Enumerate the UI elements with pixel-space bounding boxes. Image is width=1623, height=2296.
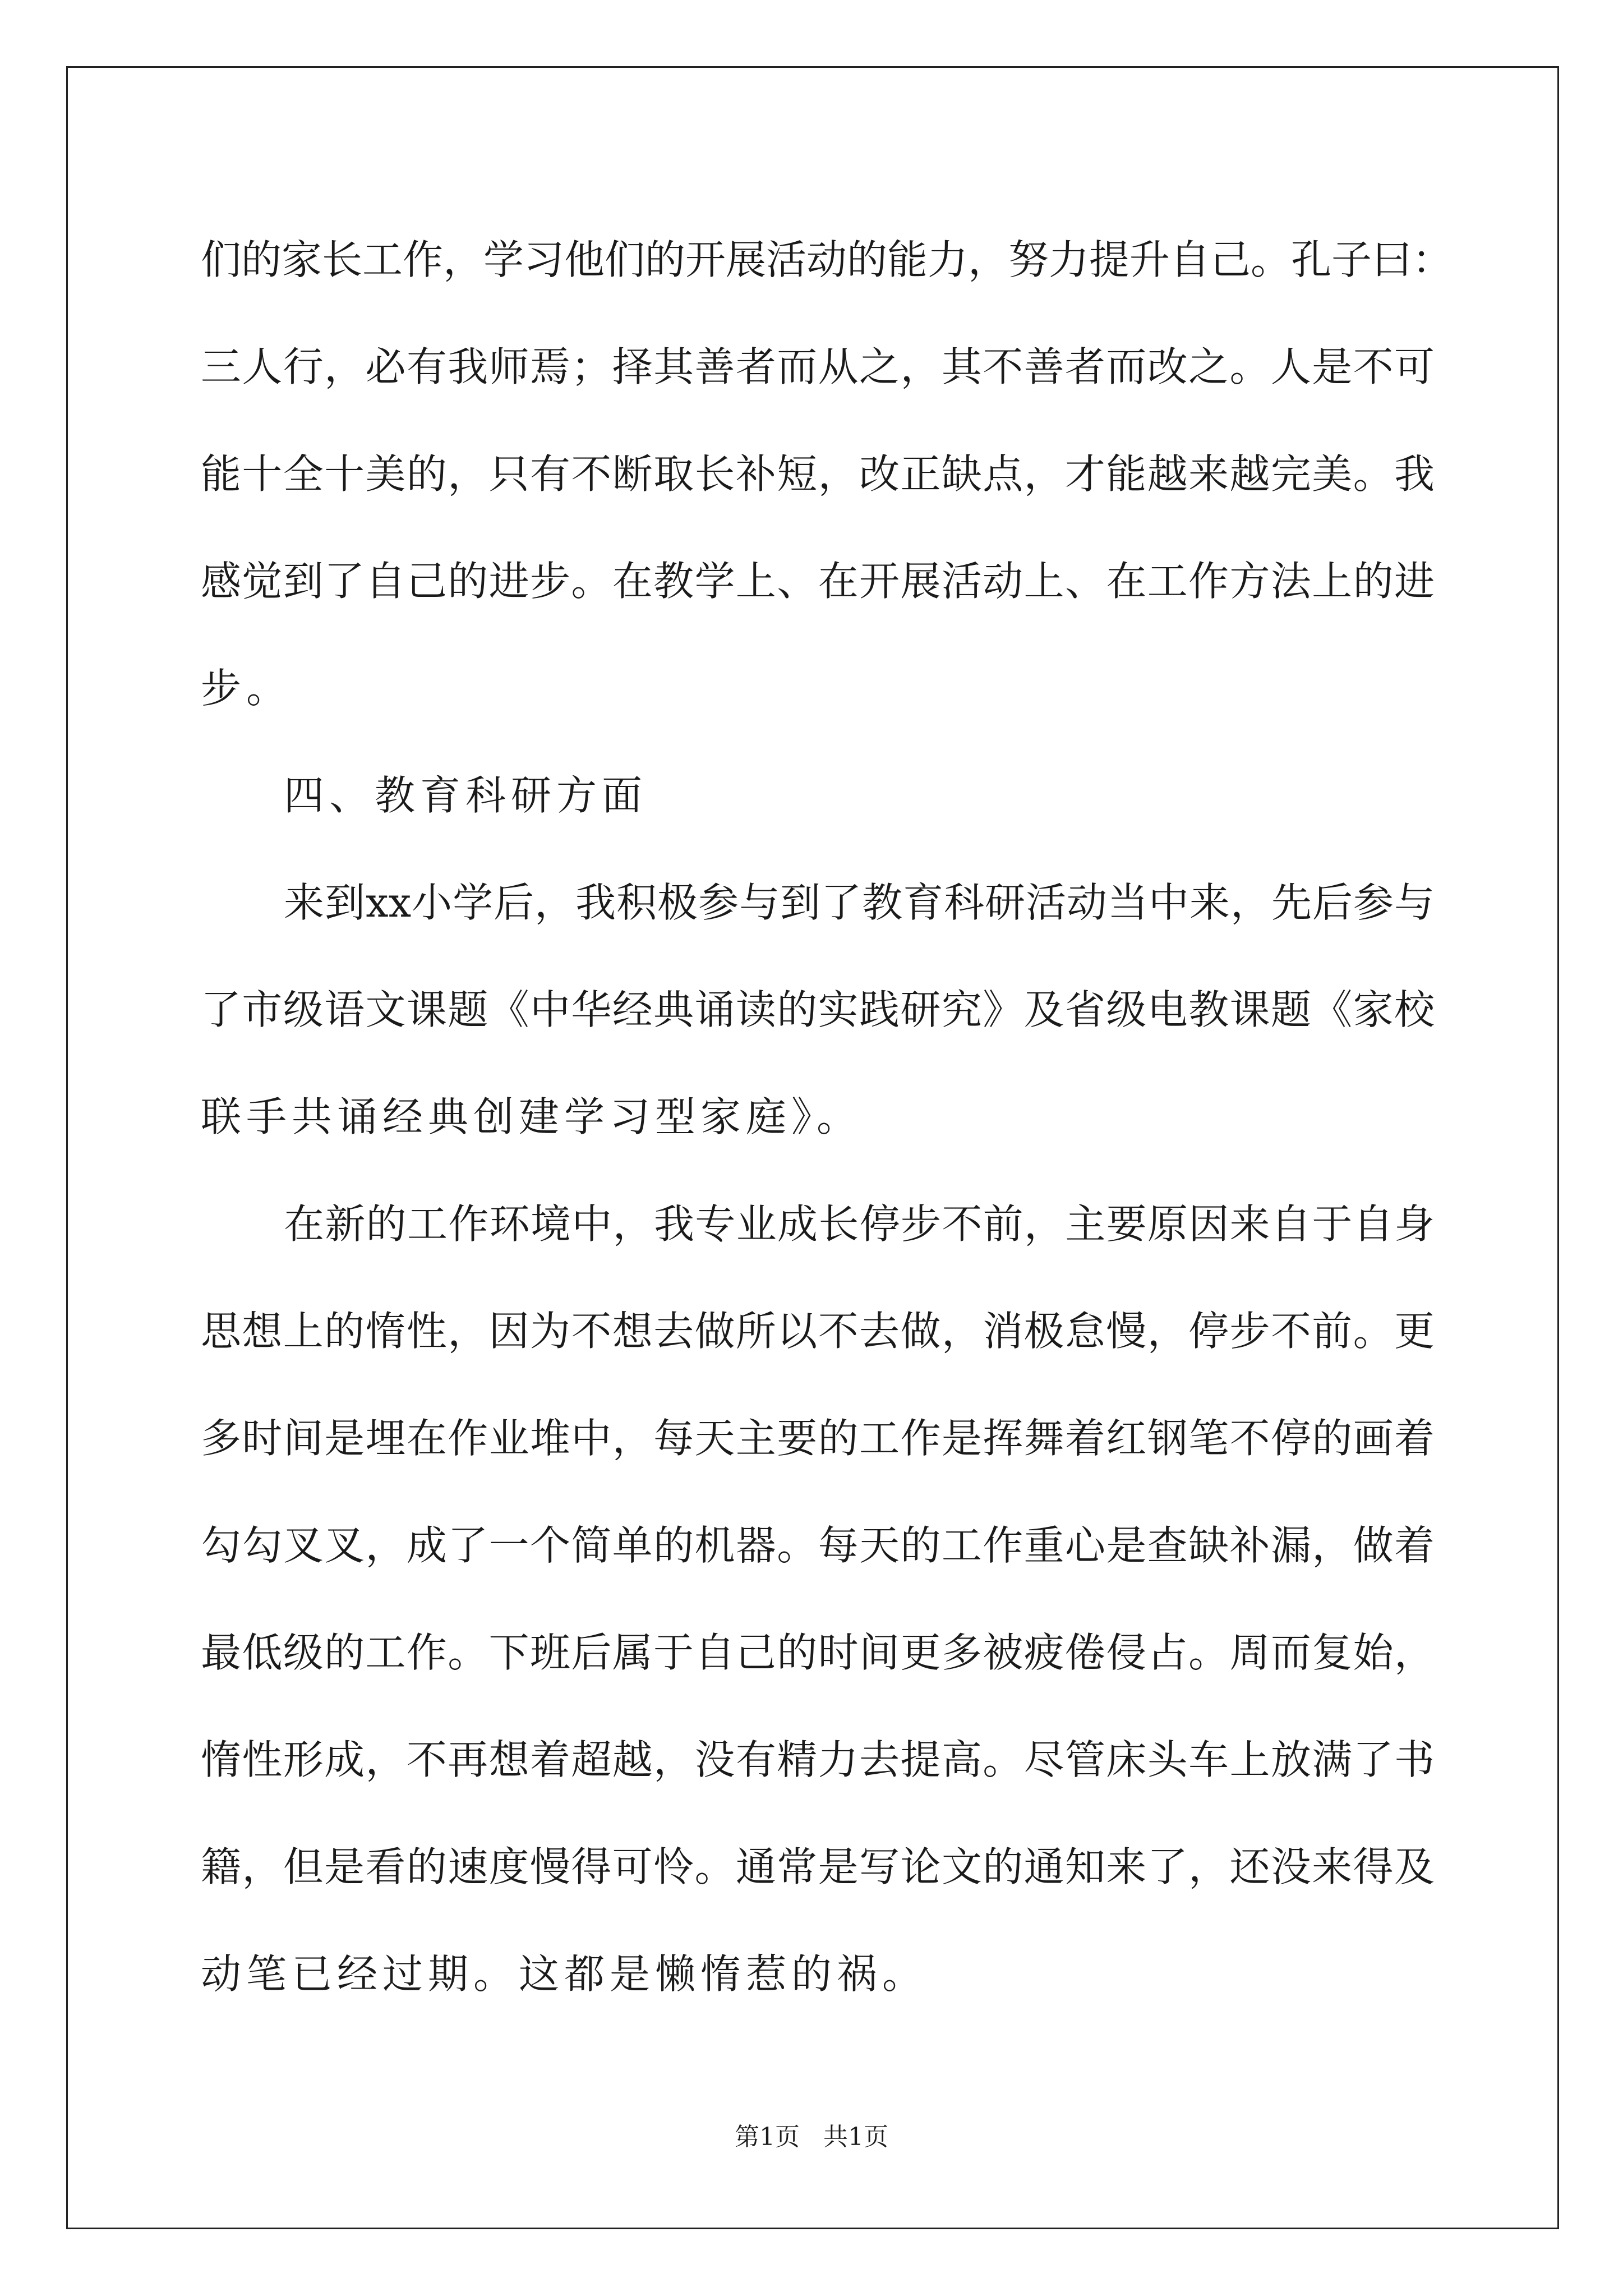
paragraph-line: 多时间是埋在作业堆中，每天主要的工作是挥舞着红钢笔不停的画着 bbox=[201, 1415, 1435, 1462]
paragraph-line: 来到xx小学后，我积极参与到了教育科研活动当中来，先后参与 bbox=[284, 879, 1435, 926]
paragraph-line: 能十全十美的，只有不断取长补短，改正缺点，才能越来越完美。我 bbox=[201, 450, 1435, 498]
paragraph-line: 在新的工作环境中，我专业成长停步不前，主要原因来自于自身 bbox=[284, 1200, 1435, 1248]
paragraph-line: 勾勾叉叉，成了一个简单的机器。每天的工作重心是查缺补漏，做着 bbox=[201, 1522, 1435, 1569]
paragraph-line: 们的家长工作，学习他们的开展活动的能力，努力提升自己。孔子曰： bbox=[201, 236, 1453, 283]
page-footer: 第1页 共1页 bbox=[735, 2123, 888, 2151]
document-body bbox=[201, 206, 1453, 2028]
paragraph-line: 步。 bbox=[201, 665, 292, 712]
paragraph-line: 联手共诵经典创建学习型家庭》。 bbox=[201, 1093, 863, 1140]
paragraph-line: 籍，但是看的速度慢得可怜。通常是写论文的通知来了，还没来得及 bbox=[201, 1843, 1435, 1890]
paragraph-line: 三人行，必有我师焉；择其善者而从之，其不善者而改之。人是不可 bbox=[201, 343, 1435, 390]
paragraph-line: 感觉到了自己的进步。在教学上、在开展活动上、在工作方法上的进 bbox=[201, 558, 1435, 605]
paragraph-line: 动笔已经过期。这都是懒惰惹的祸。 bbox=[201, 1950, 928, 1998]
paragraph-line: 最低级的工作。下班后属于自己的时间更多被疲倦侵占。周而复始， bbox=[201, 1629, 1435, 1676]
paragraph-line: 思想上的惰性，因为不想去做所以不去做，消极怠慢，停步不前。更 bbox=[201, 1308, 1435, 1355]
section-heading: 四、教育科研方面 bbox=[284, 772, 648, 819]
paragraph-line: 了市级语文课题《中华经典诵读的实践研究》及省级电教课题《家校 bbox=[201, 986, 1435, 1033]
paragraph-line: 惰性形成，不再想着超越，没有精力去提高。尽管床头车上放满了书 bbox=[201, 1736, 1435, 1783]
